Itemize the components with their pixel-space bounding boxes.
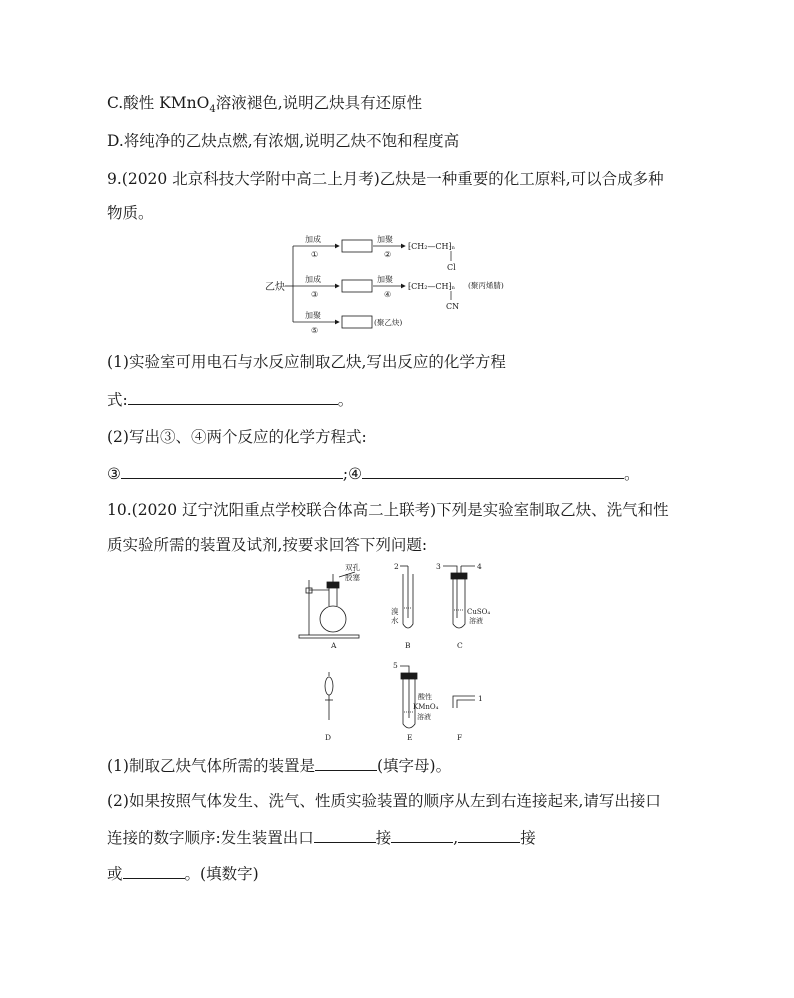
apparatus-c-reagent1: CuSO₄ — [467, 608, 491, 616]
scheme-start: 乙炔 — [265, 282, 285, 293]
apparatus-c-port2: 4 — [477, 562, 482, 571]
apparatus-f — [453, 696, 475, 708]
option-d: D.将纯净的乙炔点燃,有浓烟,说明乙炔不饱和程度高 — [107, 132, 460, 150]
scheme-product2-sub: CN — [446, 302, 460, 311]
scheme-step4-label: 加聚 — [377, 275, 393, 284]
q9-sub2-line1: (2)写出③、④两个反应的化学方程式: — [107, 428, 367, 446]
apparatus-b-port: 2 — [394, 562, 399, 571]
apparatus-a-note2: 胶塞 — [345, 573, 360, 582]
scheme-step5-label: 加聚 — [305, 311, 321, 320]
q10-sub1-pre: (1)制取乙炔气体所需的装置是 — [107, 757, 315, 775]
apparatus-e-reagent2: KMnO₄ — [413, 703, 439, 711]
q10-sub2-blank-3[interactable] — [458, 827, 520, 843]
scheme-step2-label: 加聚 — [377, 235, 393, 244]
apparatus-c-reagent2: 溶液 — [469, 617, 483, 625]
scheme-box-1 — [342, 240, 372, 252]
apparatus-c-label: C — [457, 641, 463, 650]
q10-sub2-line3 — [107, 863, 259, 884]
scheme-box-2 — [342, 280, 372, 292]
scheme-product1-sub: Cl — [447, 263, 456, 272]
apparatus-d — [325, 672, 333, 720]
q10-intro-line2: 质实验所需的装置及试剂,按要求回答下列问题: — [107, 536, 428, 554]
q10-sub2-line3-pre: 或 — [107, 865, 123, 883]
apparatus-b-reagent2: 水 — [391, 616, 399, 625]
q9-sub2-end: 。 — [624, 465, 640, 483]
option-c-pre: C.酸性 KMnO — [107, 94, 210, 112]
option-c-post: 溶液褪色,说明乙炔具有还原性 — [215, 94, 423, 112]
q10-sub2-line1: (2)如果按照气体发生、洗气、性质实验装置的顺序从左到右连接起来,请写出接口 — [107, 792, 661, 810]
q9-sub1-line1: (1)实验室可用电石与水反应制取乙炔,写出反应的化学方程 — [107, 353, 506, 371]
q10-sub2-mid3: 接 — [520, 829, 536, 847]
scheme-product2: ⁅CH₂—CH⁆ₙ — [408, 282, 456, 291]
q9-sub2-line2 — [107, 463, 640, 484]
apparatus-e-reagent1: 酸性 — [418, 693, 432, 701]
q10-sub1-blank[interactable] — [315, 755, 377, 771]
q10-intro-line1: 10.(2020 辽宁沈阳重点学校联合体高二上联考)下列是实验室制取乙炔、洗气和性 — [107, 501, 669, 519]
q9-sub1-end: 。 — [337, 391, 354, 409]
q9-sub1-line2 — [107, 389, 353, 410]
apparatus-b-reagent1: 溴 — [391, 607, 399, 616]
apparatus-e-reagent3: 溶液 — [417, 713, 431, 721]
apparatus-c-port1: 3 — [436, 562, 441, 571]
scheme-step4-num: ④ — [384, 290, 392, 299]
scheme-step5-num: ⑤ — [311, 326, 319, 335]
q10-sub1-post: (填字母)。 — [376, 757, 452, 775]
q9-intro-line1: 9.(2020 北京科技大学附中高二上月考)乙炔是一种重要的化工原料,可以合成多种 — [107, 170, 664, 188]
apparatus-a-label: A — [331, 641, 337, 650]
q9-sub2-b-blank[interactable] — [362, 463, 624, 479]
q10-sub2-pre: 连接的数字顺序:发生装置出口 — [107, 829, 314, 847]
q10-sub2-mid2: , — [453, 829, 459, 847]
q9-sub2-a-blank[interactable] — [121, 463, 343, 479]
q10-sub2-mid1: 接 — [375, 829, 392, 847]
apparatus-f-label: F — [457, 733, 463, 742]
apparatus-b — [400, 566, 413, 628]
q10-sub2-blank-4[interactable] — [123, 863, 185, 879]
apparatus-b-label: B — [405, 641, 411, 650]
q10-sub2-line2 — [107, 827, 536, 848]
scheme-product3-name: (聚乙炔) — [374, 318, 403, 327]
scheme-product1: ⁅CH₂—CH⁆ₙ — [408, 242, 456, 251]
q9-intro-line2: 物质。 — [107, 204, 154, 222]
scheme-box-3 — [342, 316, 372, 328]
scheme-step3-num: ③ — [311, 290, 319, 299]
apparatus-a-note1: 双孔 — [345, 563, 360, 572]
q9-sub1-prefix: 式: — [107, 391, 128, 409]
q10-sub2-blank-1[interactable] — [314, 827, 376, 843]
q9-sub2-a-label: ③ — [107, 465, 121, 483]
option-c — [107, 93, 422, 120]
q10-sub2-line3-post: 。(填数字) — [184, 865, 259, 883]
scheme-step1-num: ① — [311, 250, 319, 259]
q10-sub2-blank-2[interactable] — [391, 827, 453, 843]
q10-sub1 — [107, 755, 451, 776]
apparatus-d-label: D — [325, 733, 332, 742]
scheme-step3-label: 加成 — [305, 275, 321, 284]
scheme-product2-name: (聚丙烯腈) — [468, 281, 504, 290]
q9-sub2-sep: ;④ — [342, 465, 363, 483]
q10-apparatus-figure — [295, 560, 495, 742]
scheme-step2-num: ② — [384, 250, 392, 259]
apparatus-e-port: 5 — [393, 661, 398, 670]
apparatus-f-port: 1 — [478, 694, 483, 703]
apparatus-e — [400, 666, 417, 728]
apparatus-e-label: E — [407, 733, 413, 742]
scheme-step1-label: 加成 — [305, 235, 321, 244]
q9-sub1-answer-blank[interactable] — [128, 389, 338, 405]
option-c-sub: 4 — [209, 104, 216, 116]
q9-reaction-scheme — [265, 232, 505, 340]
